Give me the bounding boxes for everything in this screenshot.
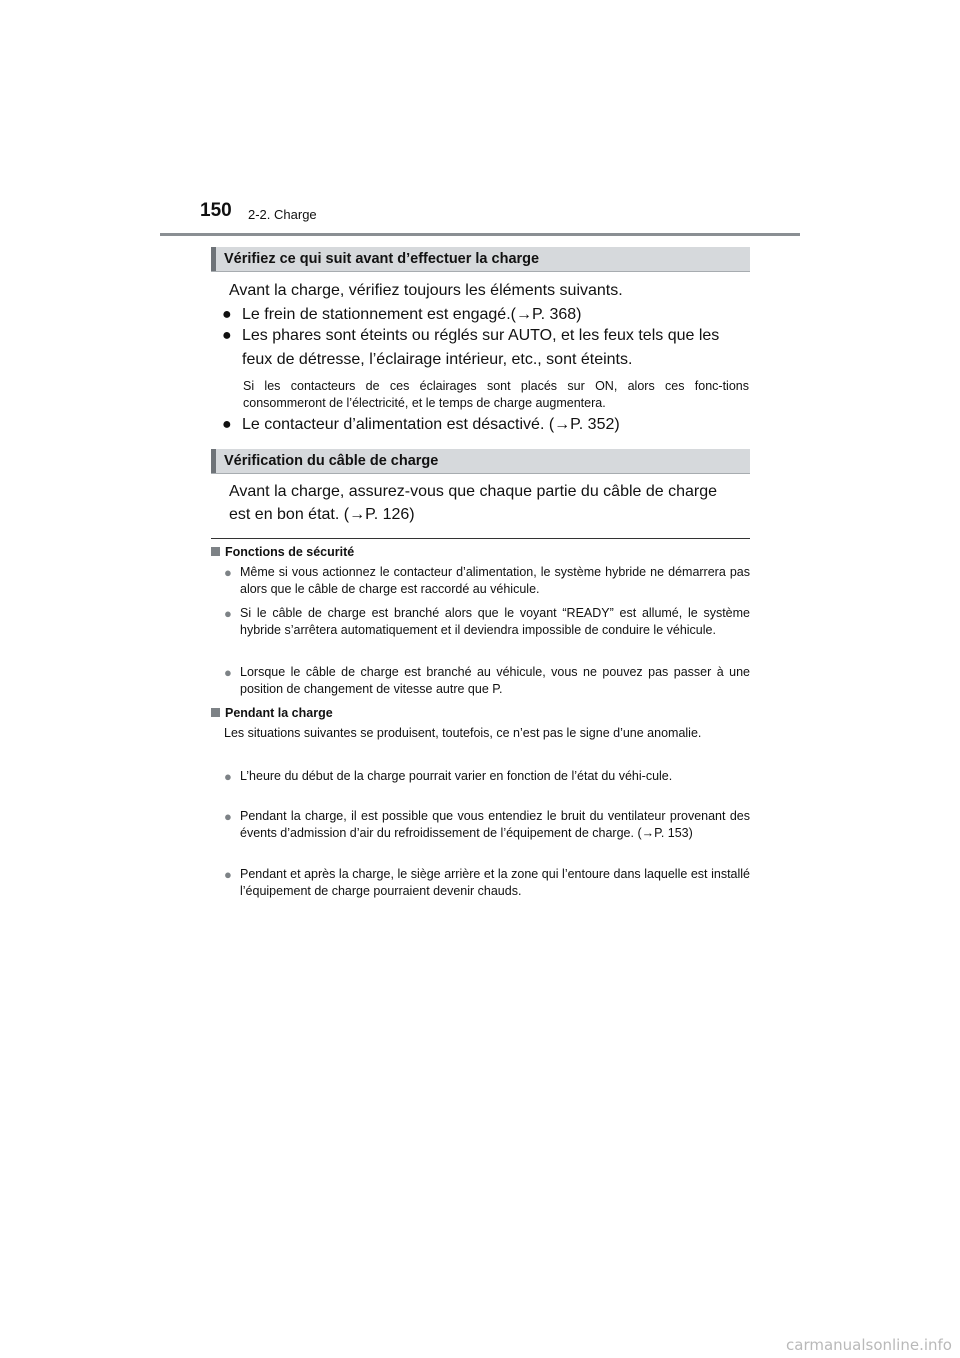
list-item: [222, 324, 750, 372]
bullet-icon: ●: [224, 809, 232, 824]
list-item-text: Pendant la charge, il est possible que vous entendiez le bruit du ventilateur provenant des évents d’admission d’air du refroidissement de l’équipement de charge. (→P. 153): [240, 809, 750, 840]
list-item: [224, 768, 750, 802]
square-bullet-icon: [211, 708, 220, 717]
bullet-icon: ●: [224, 565, 232, 580]
list-item-text: Si le câble de charge est branché alors que le voyant “READY” est allumé, le système hybride s’arrêtera automatiquement et il deviendra impossible de conduire le véhicule.: [240, 606, 750, 637]
cable-check-text-continued: est en bon état. (→P. 126): [229, 506, 415, 523]
list-item: [224, 808, 750, 859]
watermark: carmanualsonline.info: [786, 1336, 952, 1354]
section-heading-text: Vérification du câble de charge: [224, 453, 439, 469]
safety-functions-heading: [211, 545, 354, 559]
subheading-text: Pendant la charge: [225, 706, 333, 720]
subheading-text: Fonctions de sécurité: [225, 545, 355, 559]
bullet-icon: ●: [222, 306, 232, 323]
list-item-text: Lorsque le câble de charge est branché au véhicule, vous ne pouvez pas passer à une position de changement de vitesse autre que P.: [240, 665, 750, 696]
bullet-icon: ●: [224, 867, 232, 882]
list-item: [224, 866, 750, 900]
list-item: [224, 605, 750, 656]
list-item-text: Le frein de stationnement est engagé.(→P. 368): [242, 306, 582, 323]
chapter-title: 2-2. Charge: [248, 207, 317, 222]
bullet-icon: ●: [222, 416, 232, 433]
page-number: 150: [200, 200, 232, 221]
square-bullet-icon: [211, 547, 220, 556]
bullet-icon: ●: [222, 327, 232, 344]
section-heading-cable-check: [211, 449, 750, 474]
list-item-text: L’heure du début de la charge pourrait varier en fonction de l’état du véhi-cule.: [240, 769, 673, 783]
bullet-icon: ●: [224, 606, 232, 621]
list-item-text: Le contacteur d’alimentation est désactivé. (→P. 352): [242, 416, 620, 433]
bullet-icon: ●: [224, 769, 232, 784]
header-divider: [160, 233, 800, 236]
list-item: [224, 664, 750, 698]
section-heading-check-before-charging: [211, 247, 750, 272]
list-item-text: Pendant et après la charge, le siège arrière et la zone qui l’entoure dans laquelle est installé l’équipement de charge pourraient devenir chauds.: [240, 867, 750, 898]
list-item: [224, 564, 750, 598]
cable-check-text: Avant la charge, assurez-vous que chaque partie du câble de charge: [229, 483, 718, 500]
charging-intro: Les situations suivantes se produisent, toutefois, ce n’est pas le signe d’une anomalie.: [224, 726, 702, 740]
list-item-text-continued: feux de détresse, l’éclairage intérieur, etc., sont éteints.: [242, 351, 633, 368]
list-item: [222, 413, 750, 437]
notes-divider: [211, 538, 750, 539]
section-heading-text: Vérifiez ce qui suit avant d’effectuer la charge: [224, 251, 540, 267]
list-item-text: Les phares sont éteints ou réglés sur AUTO, et les feux tels que les: [242, 327, 720, 344]
lighting-note: Si les contacteurs de ces éclairages sont placés sur ON, alors ces fonc-tions consommeront de l’électricité, et le temps de charge augmentera.: [243, 379, 749, 410]
bullet-icon: ●: [224, 665, 232, 680]
list-item-text: Même si vous actionnez le contacteur d’alimentation, le système hybride ne démarrera pas alors que le câble de charge est raccordé au véhicule.: [240, 565, 750, 596]
during-charging-heading: [211, 706, 333, 720]
section-intro: Avant la charge, vérifiez toujours les éléments suivants.: [229, 282, 623, 299]
